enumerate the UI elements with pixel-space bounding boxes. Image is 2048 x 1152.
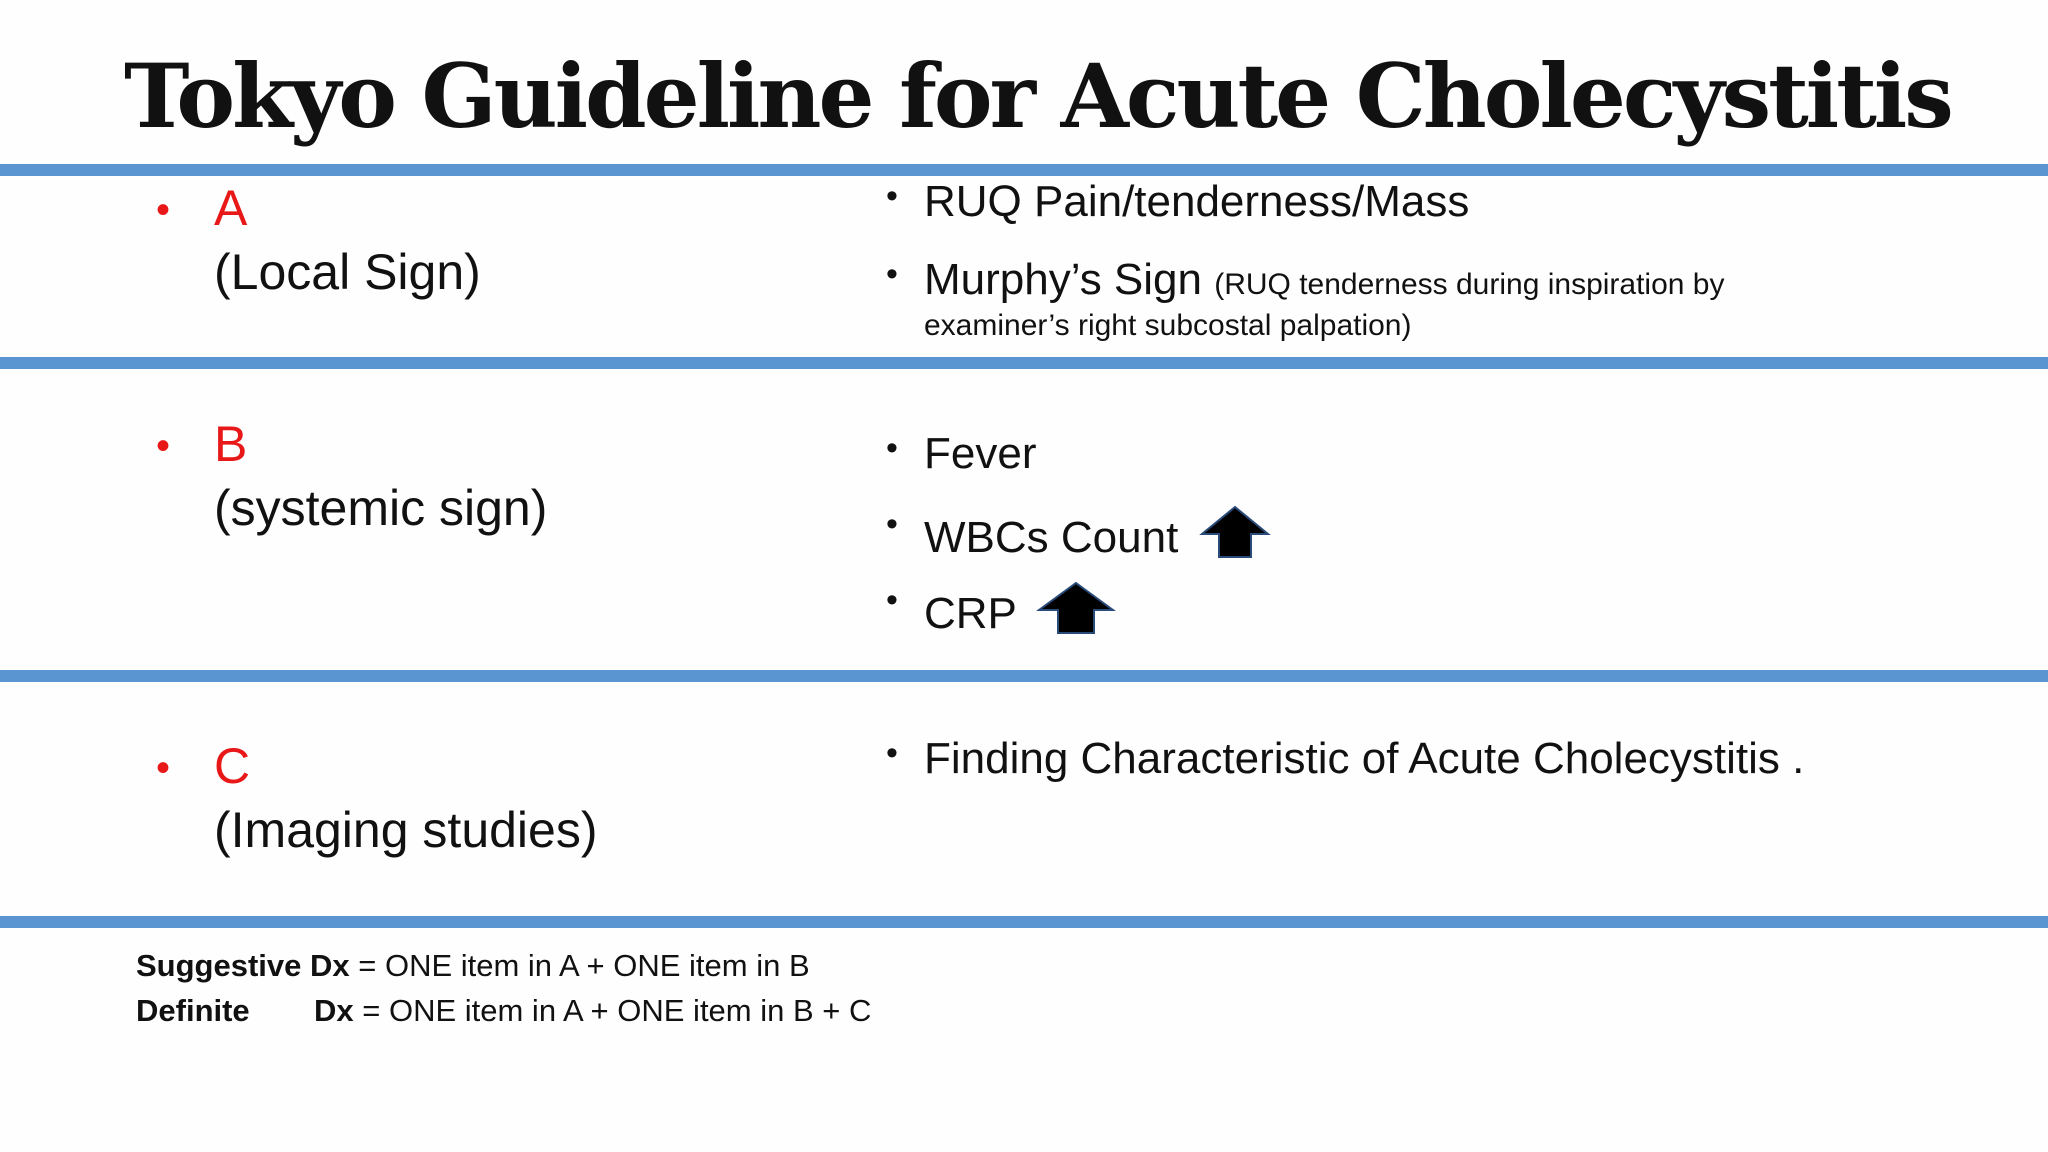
item-text: CRP bbox=[924, 589, 1017, 638]
item-detail-continued: examiner’s right subcostal palpation) bbox=[924, 309, 1412, 342]
divider-bottom bbox=[0, 916, 2048, 928]
list-item bbox=[886, 428, 1037, 481]
section-subtitle-a: (Local Sign) bbox=[214, 244, 481, 300]
bullet-dot: • bbox=[886, 255, 898, 293]
section-letter-b: B bbox=[214, 416, 248, 472]
definite-dx: Dx bbox=[314, 992, 354, 1028]
suggestive-line bbox=[136, 944, 871, 989]
bullet-dot: • bbox=[886, 177, 898, 215]
bullet-dot: • bbox=[886, 429, 898, 467]
bullet-dot: • bbox=[156, 188, 171, 232]
definite-rule: = ONE item in A + ONE item in B + C bbox=[353, 992, 872, 1028]
up-arrow-icon bbox=[1199, 504, 1271, 573]
section-subtitle-b: (systemic sign) bbox=[214, 480, 548, 536]
item-text: Murphy’s Sign bbox=[924, 255, 1202, 304]
bullet-dot: • bbox=[156, 746, 171, 790]
divider-ab bbox=[0, 357, 2048, 369]
bullet-dot: • bbox=[886, 734, 898, 772]
section-letter-c: C bbox=[214, 738, 251, 794]
suggestive-rule: = ONE item in A + ONE item in B bbox=[349, 948, 810, 983]
up-arrow-icon bbox=[1036, 580, 1116, 649]
bullet-dot: • bbox=[156, 424, 171, 468]
bullet-dot: • bbox=[886, 505, 898, 543]
list-item bbox=[886, 580, 1116, 649]
section-subtitle-c: (Imaging studies) bbox=[214, 802, 598, 858]
slide-title: Tokyo Guideline for Acute Cholecystitis bbox=[124, 44, 1951, 148]
bullet-dot: • bbox=[886, 581, 898, 619]
list-item bbox=[886, 504, 1271, 573]
suggestive-label: Suggestive Dx bbox=[136, 948, 350, 983]
item-text: Fever bbox=[924, 429, 1037, 478]
item-detail: (RUQ tenderness during inspiration by bbox=[1214, 268, 1725, 301]
item-text: WBCs Count bbox=[924, 513, 1179, 562]
divider-top bbox=[0, 164, 2048, 176]
definite-label: Definite bbox=[136, 992, 250, 1028]
item-text: RUQ Pain/tenderness/Mass bbox=[924, 177, 1470, 226]
list-item bbox=[886, 254, 1725, 307]
list-item bbox=[886, 733, 1805, 786]
list-item bbox=[886, 176, 1470, 229]
definite-line bbox=[136, 989, 871, 1034]
divider-bc bbox=[0, 670, 2048, 682]
diagnosis-criteria bbox=[136, 944, 871, 1034]
item-text: Finding Characteristic of Acute Cholecystitis . bbox=[924, 734, 1805, 783]
section-letter-a: A bbox=[214, 180, 248, 236]
